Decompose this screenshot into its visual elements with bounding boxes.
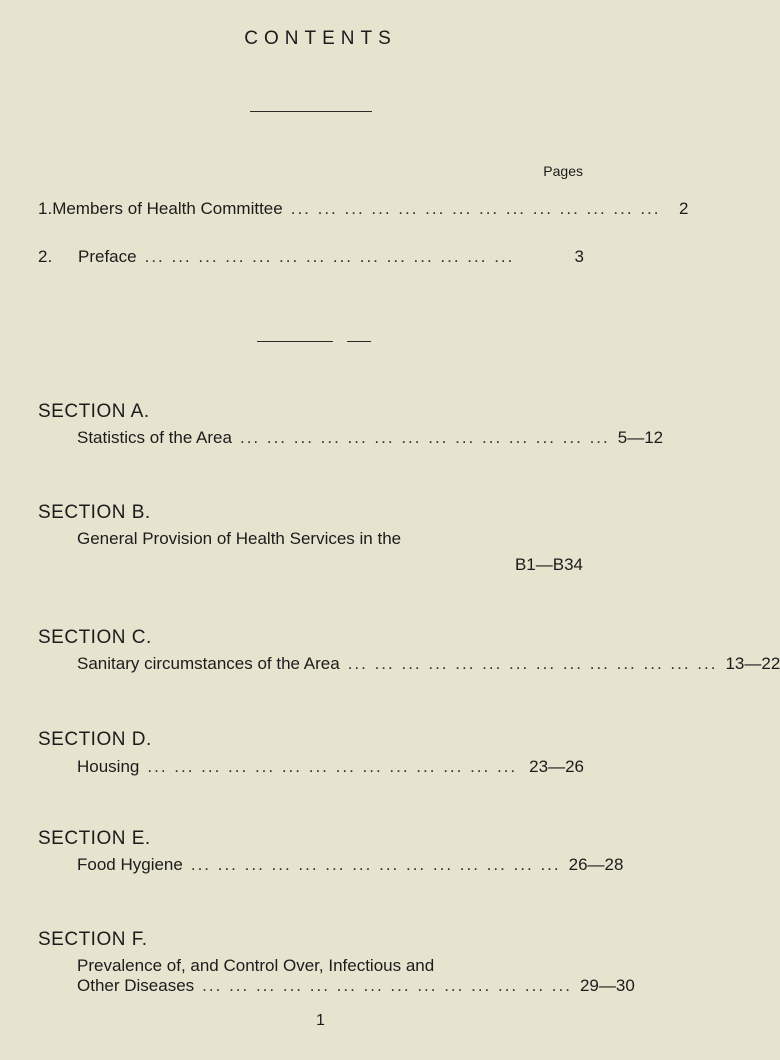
section-pages: B1—B34: [514, 555, 583, 574]
divider-rule: [347, 341, 371, 342]
toc-label: Members of Health Committee: [52, 199, 283, 218]
toc-page: 3: [574, 247, 584, 266]
toc-row: [38, 247, 584, 267]
toc-number: 1.: [38, 199, 53, 218]
toc-label: Preface: [78, 247, 137, 266]
section-entry: [77, 428, 664, 448]
dot-leader: ... ... ... ... ... ... ... ... ... ... ... ... ... ...: [202, 976, 572, 995]
page-title: CONTENTS: [244, 28, 397, 49]
dot-leader: ... ... ... ... ... ... ... ... ... ... ... ... ... ...: [144, 247, 515, 266]
toc-page: 2: [679, 199, 689, 218]
section-entry: [77, 976, 635, 996]
section-heading: SECTION F.: [38, 929, 148, 950]
dot-leader: ... ... ... ... ... ... ... ... ... ... ... ... ... ...: [239, 428, 610, 447]
section-label: Prevalence of, and Control Over, Infectious and: [77, 956, 435, 975]
title-rule: [250, 111, 372, 112]
section-pages: 23—26: [529, 757, 584, 776]
section-label: Statistics of the Area: [77, 428, 232, 447]
section-label: Sanitary circumstances of the Area: [77, 654, 340, 673]
dot-leader: ... ... ... ... ... ... ... ... ... ... ... ... ... ...: [347, 654, 718, 673]
dot-leader: ... ... ... ... ... ... ... ... ... ... ... ... ... ...: [290, 199, 661, 218]
toc-number: 2.: [38, 247, 53, 266]
section-pages: 5—12: [617, 428, 664, 447]
section-heading: SECTION C.: [38, 627, 152, 648]
section-entry: [77, 855, 624, 875]
dot-leader: ... ... ... ... ... ... ... ... ... ... ... ... ... ...: [190, 855, 561, 874]
section-heading: SECTION A.: [38, 401, 150, 422]
section-pages: 13—22: [725, 654, 780, 673]
section-entry: [77, 654, 780, 674]
page-number: 1: [316, 1012, 325, 1029]
dot-leader: ... ... ... ... ... ... ... ... ... ... ... ... ... ...: [147, 757, 518, 776]
section-pages: 26—28: [568, 855, 624, 874]
section-label: Other Diseases: [77, 976, 195, 995]
section-entry: [77, 757, 584, 777]
section-label: Housing: [77, 757, 140, 776]
section-heading: SECTION B.: [38, 502, 151, 523]
section-heading: SECTION D.: [38, 729, 152, 750]
section-pages: 29—30: [579, 976, 635, 995]
toc-row: [38, 199, 689, 219]
divider-rule: [257, 341, 333, 342]
section-label: Food Hygiene: [77, 855, 183, 874]
section-label: General Provision of Health Services in the: [77, 529, 402, 548]
pages-column-header: Pages: [543, 163, 583, 179]
section-heading: SECTION E.: [38, 828, 151, 849]
